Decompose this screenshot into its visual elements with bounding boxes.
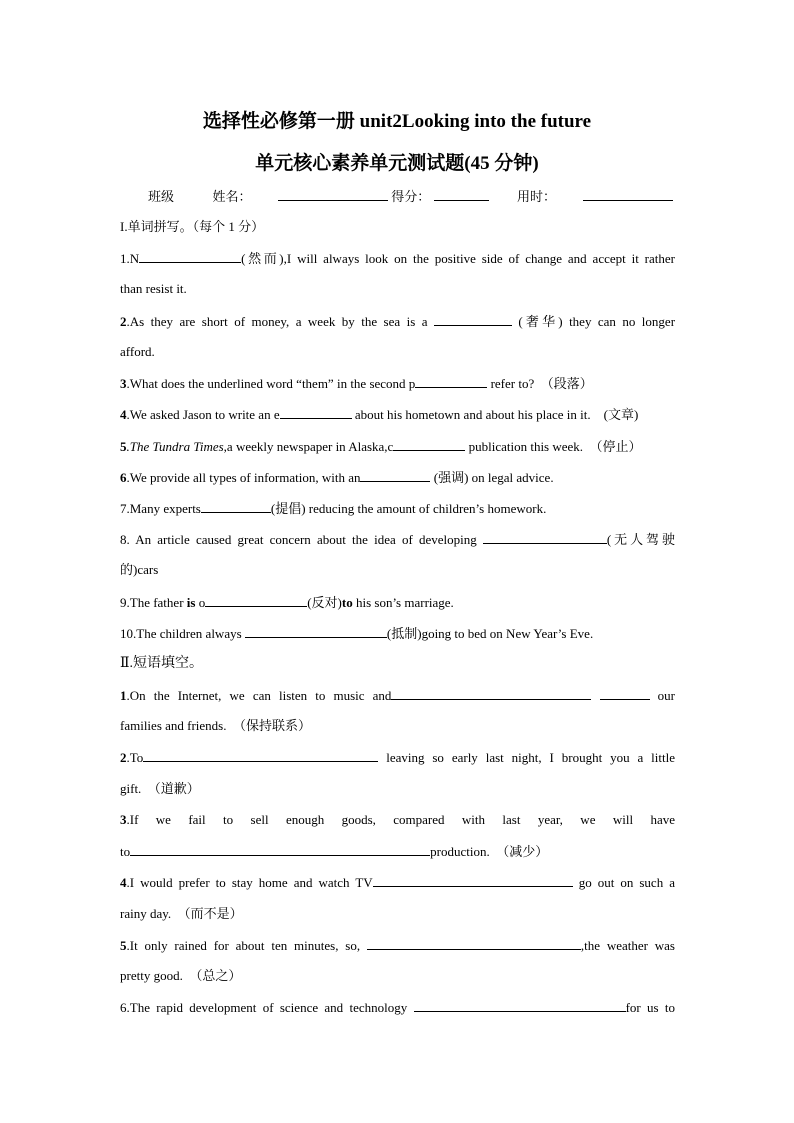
student-info-row	[148, 186, 673, 205]
phrase-5-cont: pretty good. （总之）	[120, 968, 242, 983]
answer-blank[interactable]	[143, 749, 348, 762]
phrase-4: 4.I would prefer to stay home and watch TV go out on such a	[120, 875, 675, 890]
answer-blank[interactable]	[139, 250, 241, 263]
score-blank[interactable]	[434, 188, 489, 201]
question-3: 3.What does the underlined word “them” in the second p refer to? （段落）	[120, 376, 593, 391]
phrase-6: 6.The rapid development of science and technology for us to	[120, 1000, 675, 1015]
phrase-3: 3.If we fail to sell enough goods, compared with last year, we will have	[120, 812, 675, 827]
time-label: 用时：	[517, 189, 557, 204]
question-8-cont: 的)cars	[120, 562, 159, 577]
section-1-heading: I.单词拼写。（每个 1 分）	[120, 219, 265, 234]
question-9: 9.The father is o (反对)to his son’s marriage.	[120, 595, 454, 610]
question-2: 2.As they are short of money, a week by the sea is a (奢华) they can no longer	[120, 314, 676, 329]
answer-blank[interactable]	[434, 313, 512, 326]
answer-blank[interactable]	[483, 531, 607, 544]
answer-blank[interactable]	[280, 406, 352, 419]
section-2-heading: Ⅱ.短语填空。	[120, 656, 204, 671]
answer-blank[interactable]	[414, 999, 626, 1012]
name-label: 姓名：	[212, 189, 252, 204]
answer-blank[interactable]	[373, 874, 573, 887]
question-10: 10.The children always (抵制)going to bed on New Year’s Eve.	[120, 626, 594, 641]
title-line-1: 选择性必修第一册 unit2Looking into the future	[202, 111, 592, 132]
answer-blank[interactable]	[555, 937, 581, 950]
answer-blank[interactable]	[393, 438, 465, 451]
answer-blank[interactable]	[360, 469, 430, 482]
question-7: 7.Many experts (提倡) reducing the amount of children’s homework.	[120, 501, 547, 516]
phrase-5: 5.It only rained for about ten minutes, so, ,the weather was	[120, 938, 675, 953]
question-5: 5.The Tundra Times,a weekly newspaper in Alaska,c publication this week. （停止）	[120, 439, 642, 454]
phrase-1: 1.On the Internet, we can listen to music and our	[120, 688, 676, 703]
question-1: 1.N (然而),I will always look on the positive side of change and accept it rather	[120, 251, 675, 266]
answer-blank[interactable]	[201, 500, 271, 513]
question-2-cont: afford.	[120, 344, 155, 359]
answer-blank[interactable]	[348, 749, 378, 762]
phrase-2: 2.To leaving so early last night, I brought you a little	[120, 750, 676, 765]
answer-blank[interactable]	[245, 625, 387, 638]
answer-blank[interactable]	[130, 843, 430, 856]
question-1-cont: than resist it.	[120, 281, 187, 296]
phrase-2-cont: gift. （道歉）	[120, 781, 200, 796]
score-label: 得分：	[391, 189, 431, 204]
question-4: 4.We asked Jason to write an e about his hometown and about his place in it. (文章)	[120, 407, 639, 422]
question-6: 6.We provide all types of information, with an (强调) on legal advice.	[120, 470, 554, 485]
answer-blank[interactable]	[391, 687, 591, 700]
answer-blank[interactable]	[367, 937, 555, 950]
title-line-2: 单元核心素养单元测试题(45 分钟)	[255, 153, 539, 174]
name-blank[interactable]	[278, 188, 388, 201]
answer-blank[interactable]	[205, 594, 307, 607]
class-label: 班级	[148, 189, 175, 204]
phrase-3-cont: to production. （减少）	[120, 844, 549, 859]
question-8: 8. An article caused great concern about the idea of developing (无人驾驶	[120, 532, 675, 547]
phrase-4-cont: rainy day. （而不是）	[120, 906, 243, 921]
time-blank[interactable]	[583, 188, 673, 201]
answer-blank[interactable]	[415, 375, 487, 388]
phrase-1-cont: families and friends. （保持联系）	[120, 718, 311, 733]
answer-blank[interactable]	[600, 687, 650, 700]
